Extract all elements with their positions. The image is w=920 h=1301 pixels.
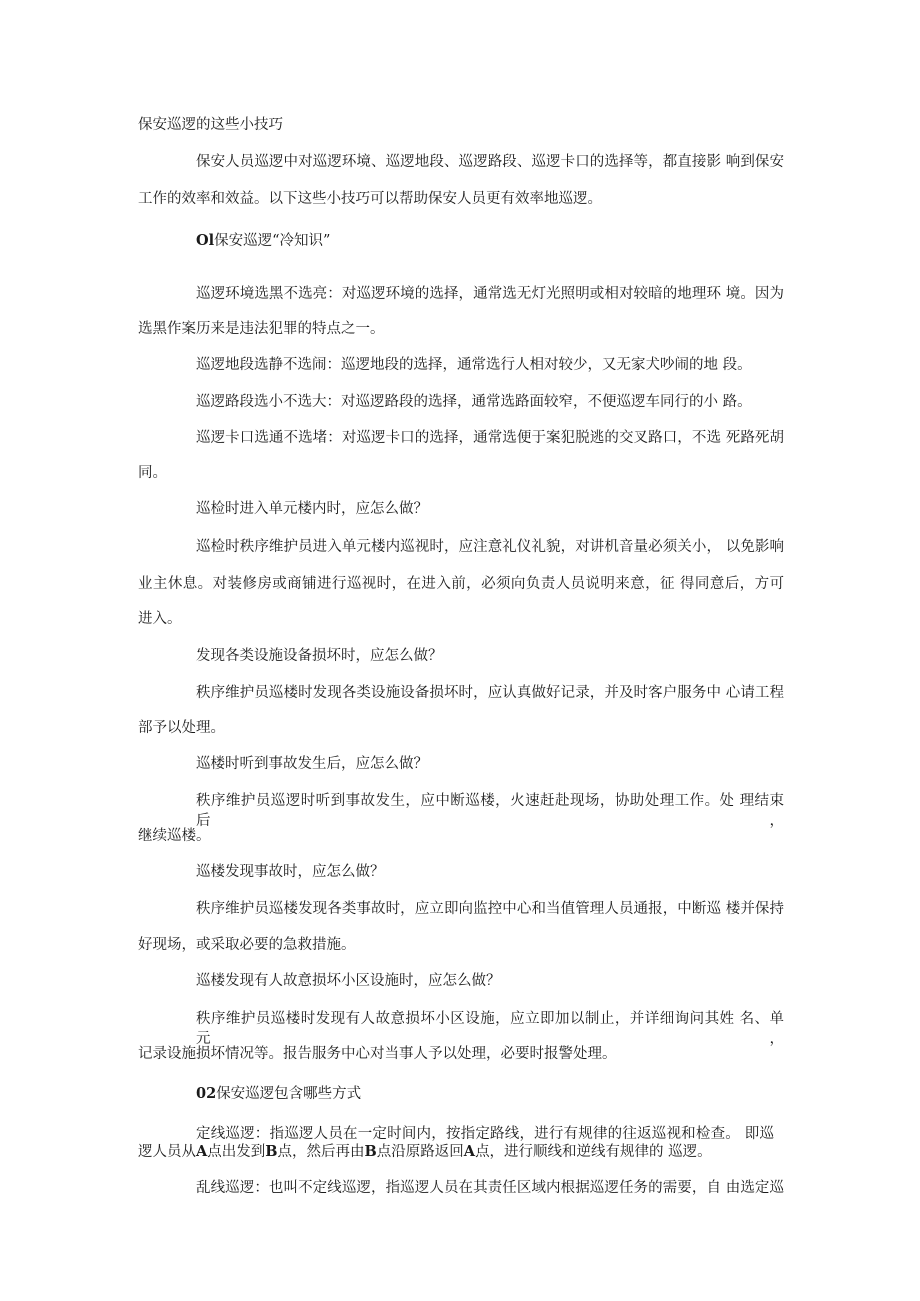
- doc-title: 保安巡逻的这些小技巧: [138, 117, 283, 133]
- s1-answer-1-line-2: 业主休息。对装修房或商铺进行巡视时，在进入前，必须向负责人员说明来意，征 得同意后，方可: [138, 576, 784, 592]
- section-2-number: 02: [196, 1085, 217, 1102]
- s1-question-3: 巡楼时听到事故发生后，应怎么做？: [196, 756, 428, 772]
- s2-p2-line-1: 乱线巡逻：也叫不定线巡逻，指巡逻人员在其责任区域内根据巡逻任务的需要，自 由选定巡: [196, 1180, 784, 1196]
- s1-answer-3-line-2: 继续巡楼。: [138, 828, 211, 844]
- s1-question-5: 巡楼发现有人故意损坏小区设施时，应怎么做？: [196, 973, 501, 989]
- s2-p1-text-e: 点，进行顺线和逆线有规律的 巡逻。: [475, 1144, 712, 1160]
- section-2-heading: [196, 1084, 361, 1104]
- s2-p1-line-2: [138, 1142, 712, 1162]
- s1-question-4: 巡楼发现事故时，应怎么做？: [196, 864, 385, 880]
- s1-answer-4-line-2: 好现场，或采取必要的急救措施。: [138, 937, 356, 953]
- s2-p1-line-1: 定线巡逻：指巡逻人员在一定时间内，按指定路线，进行有规律的往返巡视和检查。 即巡: [196, 1126, 774, 1142]
- s2-p1-text-b: 点出发到: [207, 1144, 266, 1160]
- s1-answer-3-line-1: 秩序维护员巡逻时听到事故发生，应中断巡楼，火速赶赴现场，协助处理工作。处 理结束后，: [196, 793, 784, 829]
- s2-p1-text-d: 点沿原路返回: [376, 1144, 464, 1160]
- s1-answer-1-line-3: 进入。: [138, 611, 182, 627]
- s1-question-2: 发现各类设施设备损坏时，应怎么做？: [196, 648, 443, 664]
- s2-p1-text-a: 逻人员从: [138, 1144, 196, 1160]
- s2-p1-point-b: B: [265, 1143, 278, 1160]
- s1-answer-2-line-1: 秩序维护员巡楼时发现各类设施设备损坏时，应认真做好记录，并及时客户服务中 心请工程: [196, 685, 784, 701]
- s1-answer-5-line-1: 秩序维护员巡楼时发现有人故意损坏小区设施，应立即加以制止，并详细询问其姓 名、单元，: [196, 1011, 784, 1047]
- s2-p1-point-a-2: A: [463, 1143, 476, 1160]
- section-1-title: 保安巡逻“冷知识”: [214, 233, 331, 249]
- s1-p2: 巡逻地段选静不选闹：巡逻地段的选择，通常选行人相对较少，又无家犬吵闹的地 段。: [196, 357, 752, 373]
- s1-p3: 巡逻路段选小不选大：对巡逻路段的选择，通常选路面较窄，不便巡逻车同行的小 路。: [196, 394, 752, 410]
- section-1-number: Ol: [196, 232, 215, 249]
- intro-line-2: 工作的效率和效益。以下这些小技巧可以帮助保安人员更有效率地巡逻。: [138, 191, 602, 207]
- s1-p4-line-1: 巡逻卡口选通不选堵：对巡逻卡口的选择，通常选便于案犯脱逃的交叉路口，不选 死路死胡: [196, 430, 784, 446]
- s1-p4-line-2: 同。: [138, 465, 167, 481]
- s2-p1-text-c: 点，然后再由: [277, 1144, 365, 1160]
- s1-answer-4-line-1: 秩序维护员巡楼发现各类事故时，应立即向监控中心和当值管理人员通报，中断巡 楼并保持: [196, 901, 784, 917]
- s1-p1-line-2: 选黑作案历来是违法犯罪的特点之一。: [138, 321, 385, 337]
- s2-p1-point-b-2: B: [364, 1143, 377, 1160]
- s2-p1-point-a: A: [196, 1143, 208, 1160]
- s1-answer-2-line-2: 部予以处理。: [138, 720, 225, 736]
- s1-p1-line-1: 巡逻环境选黑不选亮：对巡逻环境的选择，通常选无灯光照明或相对较暗的地理环 境。因为: [196, 286, 784, 302]
- s1-answer-5-line-2: 记录设施损坏情况等。报告服务中心对当事人予以处理，必要时报警处理。: [138, 1046, 617, 1062]
- intro-line-1: 保安人员巡逻中对巡逻环境、巡逻地段、巡逻路段、巡逻卡口的选择等，都直接影 响到保安: [196, 154, 784, 170]
- section-2-title: 保安巡逻包含哪些方式: [216, 1086, 362, 1102]
- section-1-heading: [196, 231, 330, 251]
- s1-answer-1-line-1: 巡检时秩序维护员进入单元楼内巡视时，应注意礼仪礼貌，对讲机音量必须关小， 以免影响: [196, 539, 784, 555]
- s1-question-1: 巡检时进入单元楼内时，应怎么做？: [196, 501, 428, 517]
